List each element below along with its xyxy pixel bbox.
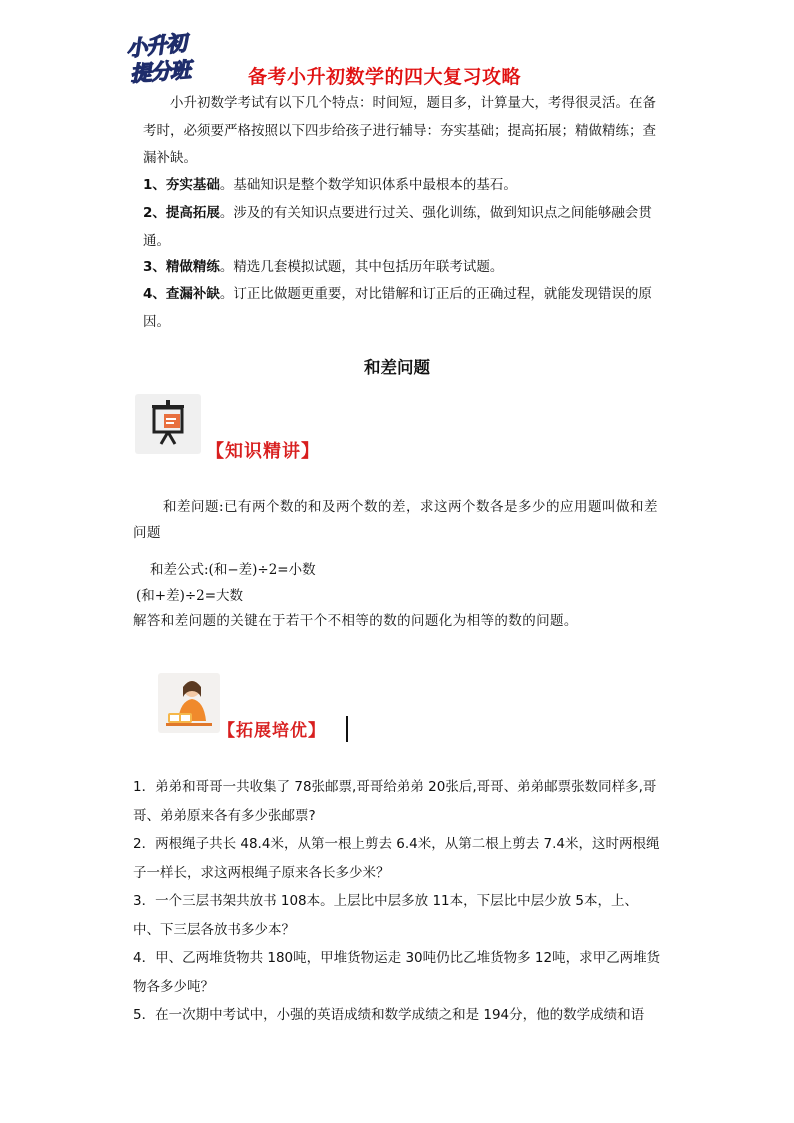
logo-text-top: 小升初: [125, 30, 188, 62]
problem-item: 4．甲、乙两堆货物共 180吨，甲堆货物运走 30吨仍比乙堆货物多 12吨，求甲乙两堆货物各多少吨？: [133, 950, 661, 995]
tip-label: 4、查漏补缺: [143, 286, 220, 302]
tip-item: [143, 172, 663, 200]
tip-text: 。订正比做题更重要，对比错解和订正后的正确过程，就能发现错误的原因。: [143, 286, 652, 330]
tip-text: 。精选几套模拟试题，其中包括历年联考试题。: [219, 259, 504, 275]
formula-small: 和差公式:(和−差)÷2=小数: [150, 562, 316, 578]
tip-label: 3、精做精练: [143, 259, 220, 275]
key-point-text: 解答和差问题的关键在于若干个不相等的数的问题化为相等的数的问题。: [133, 613, 578, 629]
tip-label: 2、提高拓展: [143, 205, 220, 221]
definition-text: 和差问题:已有两个数的和及两个数的差，求这两个数各是多少的应用题叫做和差问题: [133, 499, 659, 541]
problem-item: 5．在一次期中考试中，小强的英语成绩和数学成绩之和是 194分，他的数学成绩和语: [133, 1007, 645, 1023]
tip-item: [143, 281, 663, 336]
logo-text-bottom: 提分班: [129, 57, 191, 87]
formula-large: (和+差)÷2=大数: [136, 588, 244, 604]
tip-label: 1、夯实基础: [143, 177, 220, 193]
tip-text: 。涉及的有关知识点要进行过关、强化训练，做到知识点之间能够融会贯通。: [143, 205, 652, 249]
knowledge-heading: 【知识精讲】: [206, 441, 320, 462]
page-title: 备考小升初数学的四大复习攻略: [248, 66, 522, 88]
problem-item: 3．一个三层书架共放书 108本。上层比中层多放 11本，下层比中层少放 5本，上、中、下三层各放书多少本？: [133, 893, 638, 938]
tip-item: [143, 254, 663, 282]
intro-paragraph: 小升初数学考试有以下几个特点：时间短，题目多，计算量大，考得很灵活。在备考时，必须要严格按照以下四步给孩子进行辅导：夯实基础；提高拓展；精做精练；查漏补缺。: [143, 95, 656, 166]
easel-icon: [135, 394, 201, 454]
problem-list: [133, 773, 663, 1030]
section-title: 和差问题: [364, 358, 430, 377]
brand-logo: [120, 28, 212, 86]
text-cursor: [346, 716, 348, 742]
extension-heading: 【拓展培优】: [218, 721, 326, 741]
problem-item: 1．弟弟和哥哥一共收集了 78张邮票,哥哥给弟弟 20张后,哥哥、弟弟邮票张数同样多,哥哥、弟弟原来各有多少张邮票?: [133, 779, 657, 824]
tip-text: 。基础知识是整个数学知识体系中最根本的基石。: [219, 177, 517, 193]
problem-item: 2．两根绳子共长 48.4米，从第一根上剪去 6.4米，从第二根上剪去 7.4米，这时两根绳子一样长，求这两根绳子原来各长多少米？: [133, 836, 660, 881]
teacher-icon: [158, 673, 220, 733]
tip-item: [143, 200, 663, 255]
